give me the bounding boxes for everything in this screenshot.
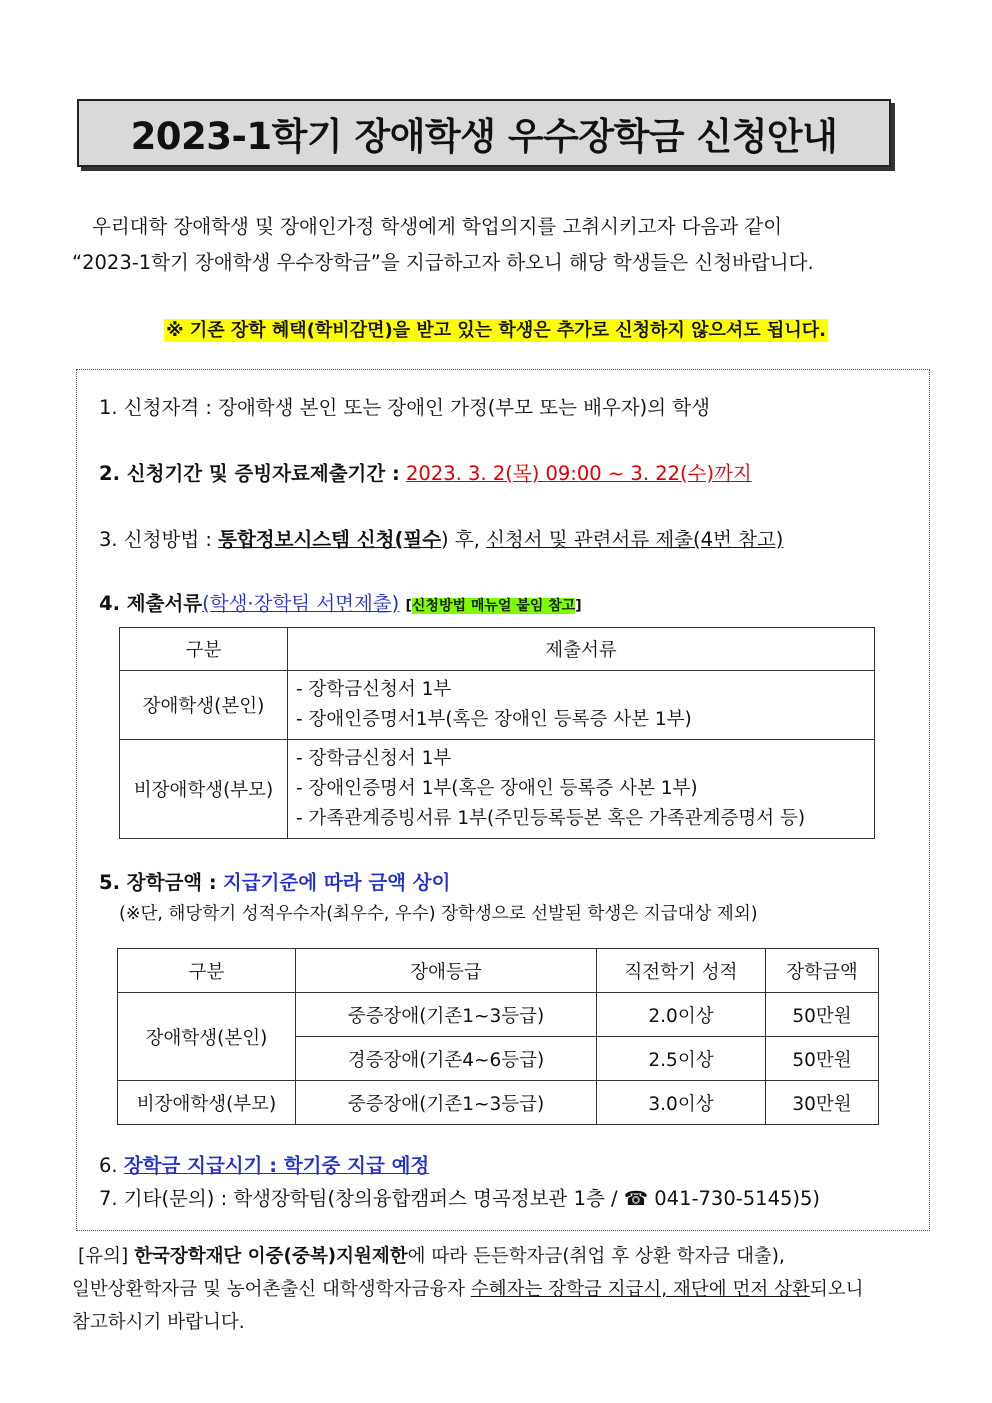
table-cell-score: 2.0이상 [597,993,766,1037]
item-4-label: 4. 제출서류 [99,592,203,615]
page-title: 2023-1학기 장애학생 우수장학금 신청안내 [130,115,838,158]
item-5-label: 5. 장학금액 : [99,871,217,894]
table-cell-amount: 30만원 [766,1081,879,1125]
table-header: 장학금액 [766,949,879,993]
table-header: 장애등급 [296,949,597,993]
table-header: 구분 [120,628,288,671]
footer-1b: 한국장학재단 이중(중복)지원제한 [134,1246,408,1267]
item-4-note: 신청방법 매뉴얼 붙임 참고 [411,598,576,614]
bracket-close: ] [575,598,582,614]
intro-line-1: 우리대학 장애학생 및 장애인가정 학생에게 학업의지를 고취시키고자 다음과 같이 [92,215,783,238]
table-cell-amount: 50만원 [766,993,879,1037]
table-cell-docs [288,671,875,740]
table-cell-group: 장애학생(본인) [118,993,296,1081]
item-1: 1. 신청자격 : 장애학생 본인 또는 장애인 가정(부모 또는 배우자)의 학생 [99,396,710,419]
footer-line-1 [72,1240,942,1273]
table-header-row [118,949,879,993]
item-3-bold: 통합정보시스템 신청(필수 [218,528,442,551]
table-cell-grade: 중증장애(기존1~3등급) [296,993,597,1037]
item-2-label: 2. 신청기간 및 증빙자료제출기간 : [99,462,400,485]
table-cell-amount: 50만원 [766,1037,879,1081]
footer-line-2 [72,1273,942,1306]
documents-table [119,627,875,839]
table-cell-type: 비장애학생(부모) [120,740,288,839]
notice [0,316,992,342]
footer-2a: 일반상환학자금 및 농어촌출신 대학생학자금융자 [72,1279,465,1300]
footer-1c: 에 따라 든든학자금(취업 후 상환 학자금 대출), [407,1246,785,1267]
item-6-text: 장학금 지급시기 : 학기중 지급 예정 [123,1154,430,1177]
table-cell-grade: 중증장애(기존1~3등급) [296,1081,597,1125]
intro-paragraph [72,209,932,281]
item-3-prefix: 3. 신청방법 : [99,528,212,551]
doc-line: - 장애인증명서1부(혹은 장애인 등록증 사본 1부) [296,709,692,730]
item-6 [99,1150,429,1178]
content-box [76,369,930,1231]
table-cell-grade: 경증장애(기존4~6등급) [296,1037,597,1081]
table-header: 구분 [118,949,296,993]
item-5 [99,867,450,895]
item-2 [99,458,752,486]
doc-line: - 장학금신청서 1부 [296,748,452,769]
footer-note [72,1240,942,1339]
doc-line: - 가족관계증빙서류 1부(주민등록등본 혹은 가족관계증명서 등) [296,808,806,829]
item-4-blue: (학생·장학팀 서면제출) [202,592,400,615]
table-row [118,993,879,1037]
item-2-period: 2023. 3. 2(목) 09:00 ~ 3. 22(수)까지 [406,462,752,485]
footer-1a: [유의] [78,1246,129,1267]
table-header: 제출서류 [288,628,875,671]
item-4 [99,588,582,616]
doc-line: - 장애인증명서 1부(혹은 장애인 등록증 사본 1부) [296,778,698,799]
doc-line: - 장학금신청서 1부 [296,679,452,700]
notice-text: ※ 기존 장학 혜택(학비감면)을 받고 있는 학생은 추가로 신청하지 않으셔도 됩니다. [166,320,826,341]
item-7: 7. 기타(문의) : 학생장학팀(창의융합캠퍼스 명곡정보관 1층 / ☎ 041-730-5145)5) [99,1187,821,1210]
table-row [120,740,875,839]
item-5-sub: (※단, 해당학기 성적우수자(최우수, 우수) 장학생으로 선발된 학생은 지급대상 제외) [119,904,758,924]
title-box [77,99,891,167]
table-row [118,1081,879,1125]
item-3-rest: 신청서 및 관련서류 제출(4번 참고) [486,528,784,551]
bracket-open: [ [405,598,412,614]
item-5-blue: 지급기준에 따라 금액 상이 [222,871,451,894]
table-header: 직전학기 성적 [597,949,766,993]
table-row [120,671,875,740]
footer-2b: 수혜자는 장학금 지급시, 재단에 먼저 상환 [470,1279,810,1300]
table-cell-score: 2.5이상 [597,1037,766,1081]
amount-table [117,948,879,1125]
table-cell-type: 장애학생(본인) [120,671,288,740]
item-3 [99,524,783,552]
table-cell-score: 3.0이상 [597,1081,766,1125]
intro-line-2: “2023-1학기 장애학생 우수장학금”을 지급하고자 하오니 해당 학생들은 신청바랍니다. [72,251,814,274]
table-cell-docs [288,740,875,839]
footer-2c: 되오니 [809,1279,864,1300]
item-3-mid: ) 후, [441,528,480,551]
table-header-row [120,628,875,671]
table-cell-group: 비장애학생(부모) [118,1081,296,1125]
item-6-num: 6. [99,1154,118,1177]
footer-line-3: 참고하시기 바랍니다. [72,1312,245,1333]
